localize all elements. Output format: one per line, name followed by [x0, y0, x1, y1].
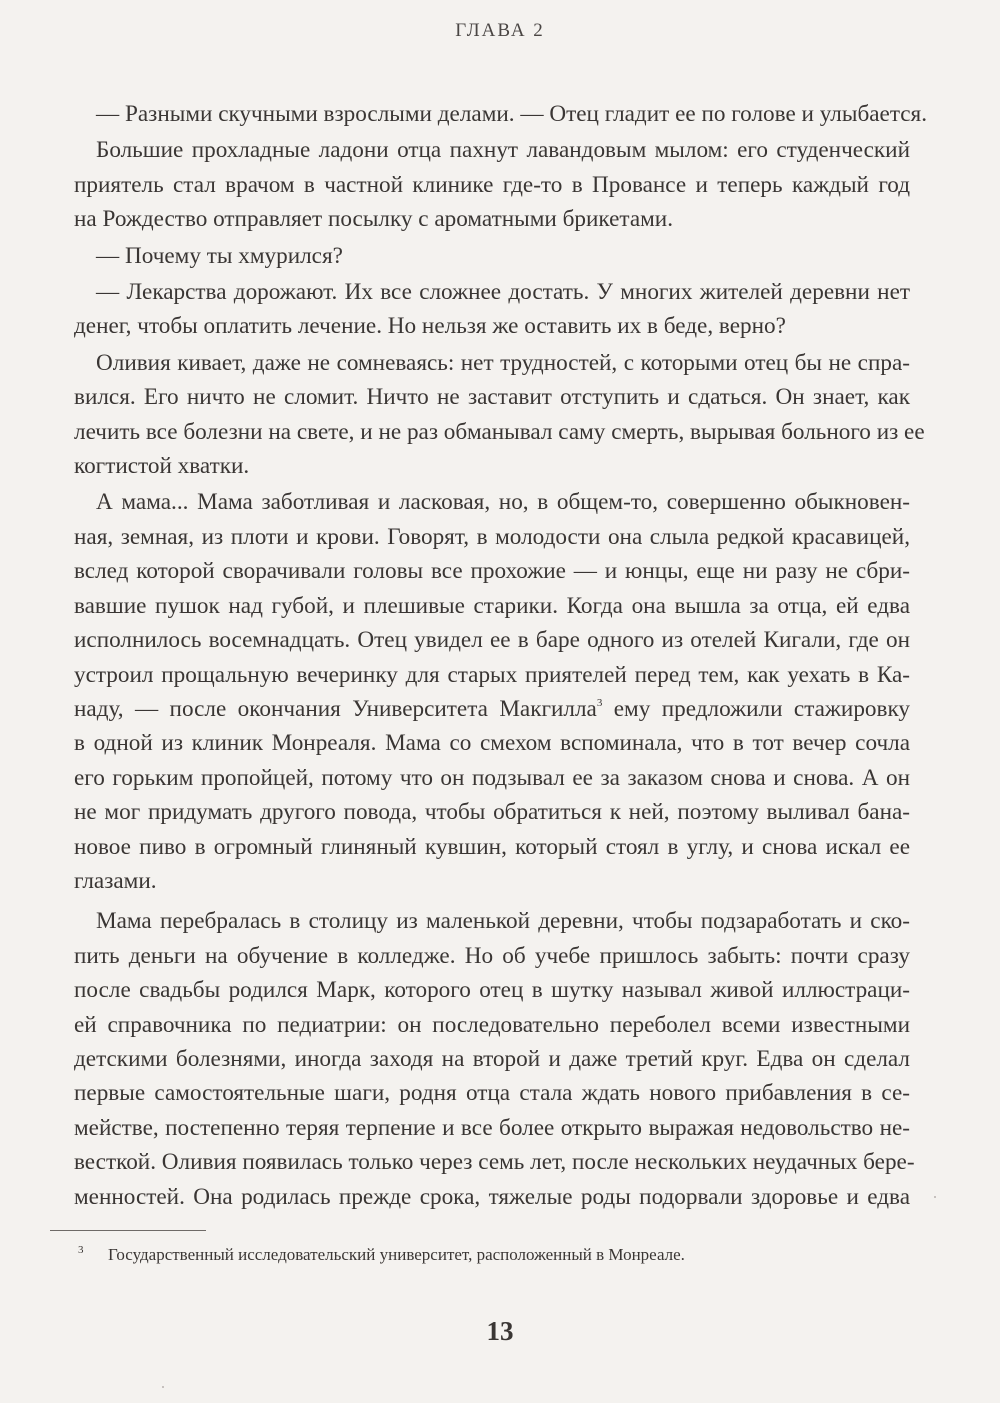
text-line: его горьким пропойцей, потому что он подзывал ее за заказом снова и снова. А он	[74, 764, 910, 791]
text-line: ная, земная, из плоти и крови. Говорят, в молодости она слыла редкой красавицей,	[74, 523, 910, 550]
text-line: Большие прохладные ладони отца пахнут лавандовым мылом: его студенческий	[96, 137, 910, 164]
text-line: глазами.	[74, 867, 157, 894]
text-line: пить деньги на обучение в колледже. Но об учебе пришлось забыть: почти сразу	[74, 942, 910, 969]
text-line: не мог придумать другого повода, чтобы обратиться к ней, поэтому выливал бана-	[74, 799, 910, 826]
text-line: исполнилось восемнадцать. Отец увидел ее в баре одного из отелей Кигали, где он	[74, 627, 910, 654]
text-line: А мама... Мама заботливая и ласковая, но, в общем-то, совершенно обыкновен-	[96, 489, 910, 516]
text-line-part: ему предложили стажировку	[613, 695, 910, 722]
text-line: после свадьбы родился Марк, которого отец в шутку называл живой иллюстраци-	[74, 977, 910, 1004]
paragraph	[74, 133, 910, 236]
text-line: когтистой хватки.	[74, 453, 250, 480]
text-line: — Лекарства дорожают. Их все сложнее достать. У многих жителей деревни нет	[96, 279, 910, 306]
text-line: вавшие пушок над губой, и плешивые старики. Когда она вышла за отца, ей едва	[74, 592, 910, 619]
text-line: детскими болезнями, иногда заходя на второй и даже третий круг. Едва он сделал	[74, 1045, 910, 1072]
text-line: — Разными скучными взрослыми делами. — Отец гладит ее по голове и улыбается.	[96, 101, 928, 127]
text-line-with-footnote	[74, 692, 910, 726]
footnote-divider	[50, 1230, 206, 1231]
paper-speck	[162, 1386, 164, 1388]
text-line: Оливия кивает, даже не сомневаясь: нет трудностей, с которыми отец бы не спра-	[96, 349, 910, 376]
paragraph	[74, 485, 910, 898]
text-line: ей справочника по педиатрии: он последовательно переболел всеми известными	[74, 1011, 910, 1038]
text-line: лечить все болезни на свете, и не раз обманывал саму смерть, вырывая больного из ее	[74, 418, 925, 445]
text-line: вился. Его ничто не сломит. Ничто не заставит отступить и сдаться. Он знает, как	[74, 384, 910, 411]
text-line-part: наду, — после окончания Университета Макгилла	[74, 695, 597, 722]
footnote-reference: 3	[596, 696, 603, 709]
running-head: ГЛАВА 2	[455, 20, 545, 41]
paragraph	[74, 275, 910, 344]
page-number: 13	[486, 1316, 514, 1346]
text-line: приятель стал врачом в частной клинике где-то в Провансе и теперь каждый год	[74, 171, 910, 198]
text-line: весткой. Оливия появилась только через семь лет, после нескольких неудачных бере-	[74, 1149, 915, 1176]
text-line: Мама перебралась в столицу из маленькой деревни, чтобы подзаработать и ско-	[96, 908, 910, 935]
paper-speck	[934, 1196, 936, 1198]
paragraph	[74, 97, 928, 131]
text-line: — Почему ты хмурился?	[96, 242, 343, 269]
footnote-text: Государственный исследовательский университет, расположенный в Монреале.	[108, 1245, 685, 1264]
paragraph	[74, 346, 925, 484]
footnote-number: 3	[78, 1244, 84, 1256]
text-line: первые самостоятельные шаги, родня отца стала ждать нового прибавления в се-	[74, 1080, 910, 1107]
text-line: вслед которой сворачивали головы все прохожие — и юнцы, еще ни разу не сбри-	[74, 558, 910, 585]
text-line: новое пиво в огромный глиняный кувшин, который стоял в углу, и снова искал ее	[74, 833, 910, 860]
text-line: устроил прощальную вечеринку для старых приятелей перед тем, как уехать в Ка-	[74, 661, 910, 688]
text-line: менностей. Она родилась прежде срока, тяжелые роды подорвали здоровье и едва	[74, 1183, 910, 1210]
text-line: в одной из клиник Монреаля. Мама со смехом вспоминала, что в тот вечер сочла	[74, 730, 910, 757]
paragraph	[74, 904, 915, 1214]
paragraph	[74, 239, 910, 273]
text-line: денег, чтобы оплатить лечение. Но нельзя же оставить их в беде, верно?	[74, 313, 786, 340]
text-line: на Рождество отправляет посылку с ароматными брикетами.	[74, 206, 673, 233]
body-text	[74, 97, 928, 1214]
text-line: мействе, постепенно теряя терпение и все более открыто выражая недовольство не-	[74, 1114, 910, 1141]
